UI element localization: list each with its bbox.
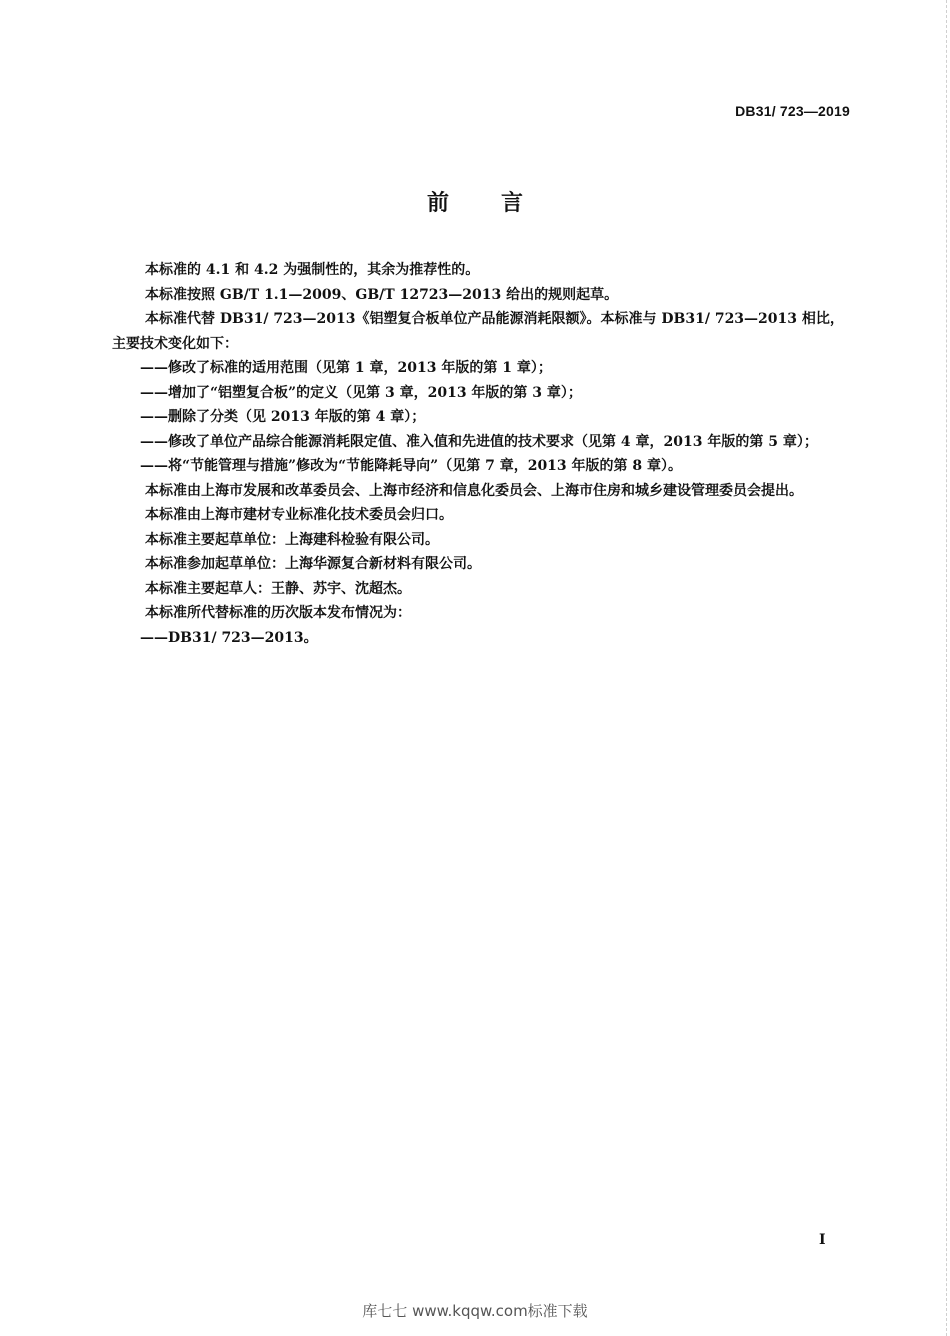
paragraph: 本标准所代替标准的历次版本发布情况为： (145, 605, 411, 621)
foreword-body (112, 258, 852, 650)
scan-edge-divider (944, 0, 947, 1336)
change-item: ——增加了“铝塑复合板”的定义（见第 3 章，2013 年版的第 3 章）； (140, 384, 582, 401)
paragraph: 本标准主要起草人：王静、苏宇、沈超杰。 (145, 580, 411, 597)
change-item: ——修改了标准的适用范围（见第 1 章，2013 年版的第 1 章）； (140, 360, 552, 376)
paragraph: 本标准代替 DB31/ 723—2013《铝塑复合板单位产品能源消耗限额》。本标准与 DB31/ 723—2013 相比，主要技术变化如下： (112, 311, 844, 352)
document-code: DB31/ 723—2019 (735, 103, 850, 119)
paragraph: 本标准由上海市建材专业标准化技术委员会归口。 (145, 507, 453, 523)
watermark-text: 库七七 www.kqqw.com标准下载 (362, 1302, 588, 1320)
page-number: I (819, 1232, 826, 1248)
paragraph: 本标准主要起草单位：上海建科检验有限公司。 (145, 531, 439, 548)
change-item: ——删除了分类（见 2013 年版的第 4 章）； (140, 409, 426, 425)
change-item: ——将“节能管理与措施”修改为“节能降耗导向”（见第 7 章，2013 年版的第 8 章）。 (140, 458, 683, 474)
paragraph: 本标准由上海市发展和改革委员会、上海市经济和信息化委员会、上海市住房和城乡建设管理委员会提出。 (145, 482, 803, 499)
paragraph: 本标准的 4.1 和 4.2 为强制性的，其余为推荐性的。 (145, 262, 480, 278)
page-title: 前言 (426, 191, 575, 216)
paragraph: 本标准按照 GB/T 1.1—2009、GB/T 12723—2013 给出的规则起草。 (145, 286, 619, 303)
history-item: ——DB31/ 723—2013。 (140, 629, 318, 646)
paragraph: 本标准参加起草单位：上海华源复合新材料有限公司。 (145, 556, 481, 572)
change-item: ——修改了单位产品综合能源消耗限定值、准入值和先进值的技术要求（见第 4 章，2013 年版的第 5 章）； (140, 433, 818, 450)
